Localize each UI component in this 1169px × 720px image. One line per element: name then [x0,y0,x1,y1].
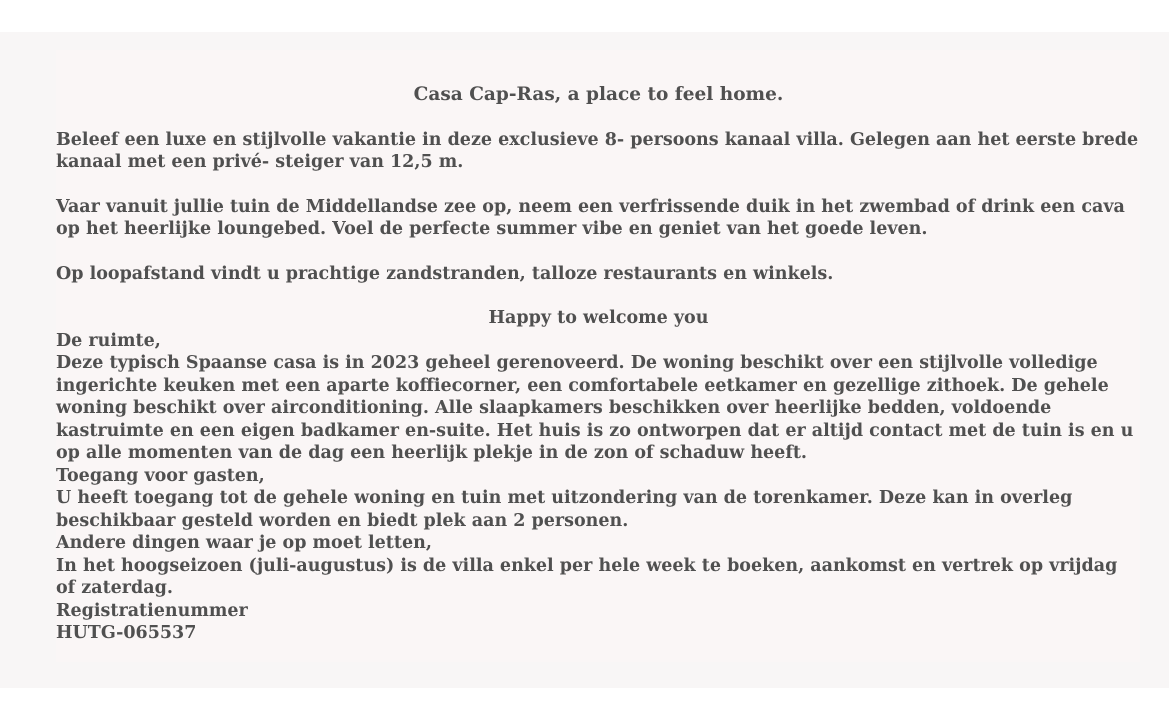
access-heading: Toegang voor gasten, [56,465,265,486]
listing-description [56,84,1141,645]
intro-paragraph: Beleef een luxe en stijlvolle vakantie in deze exclusieve 8- persoons kanaal villa. Gelegen aan het eerste brede kanaal met een privé- steiger van 12,5 m. [56,129,1139,172]
space-heading: De ruimte, [56,330,161,351]
listing-title: Casa Cap-Ras, a place to feel home. [413,84,784,105]
space-description: Deze typisch Spaanse casa is in 2023 geheel gerenoveerd. De woning beschikt over een stijlvolle volledige ingerichte keuken met een aparte koffiecorner, een comfortabele eetkamer en gezellige zithoek. De gehele woning beschikt over airconditioning. Alle slaapkamers beschikken over heerlijke bedden, voldoende kastruimte en een eigen badkamer en-suite. Het huis is zo ontworpen dat er altijd contact met de tuin is en u op alle momenten van de dag een heerlijk plekje in de zon of schaduw heeft. [56,353,1134,463]
notes-description: In het hoogseizoen (juli-augustus) is de villa enkel per hele week te boeken, aankomst en vertrek op vrijdag of zaterdag. [56,555,1118,598]
notes-heading: Andere dingen waar je op moet letten, [56,533,432,553]
activities-paragraph: Vaar vanuit jullie tuin de Middellandse zee op, neem een verfrissende duik in het zwembad of drink een cava op het heerlijke loungebed. Voel de perfecte summer vibe en geniet van het goede leven. [56,196,1125,239]
registration-heading: Registratienummer [56,600,248,621]
access-description: U heeft toegang tot de gehele woning en tuin met uitzondering van de torenkamer. Deze kan in overleg beschikbaar gesteld worden en biedt plek aan 2 personen. [56,488,1073,531]
registration-number: HUTG-065537 [56,623,197,643]
welcome-line: Happy to welcome you [488,308,709,328]
nearby-paragraph: Op loopafstand vindt u prachtige zandstranden, talloze restaurants en winkels. [56,263,834,284]
